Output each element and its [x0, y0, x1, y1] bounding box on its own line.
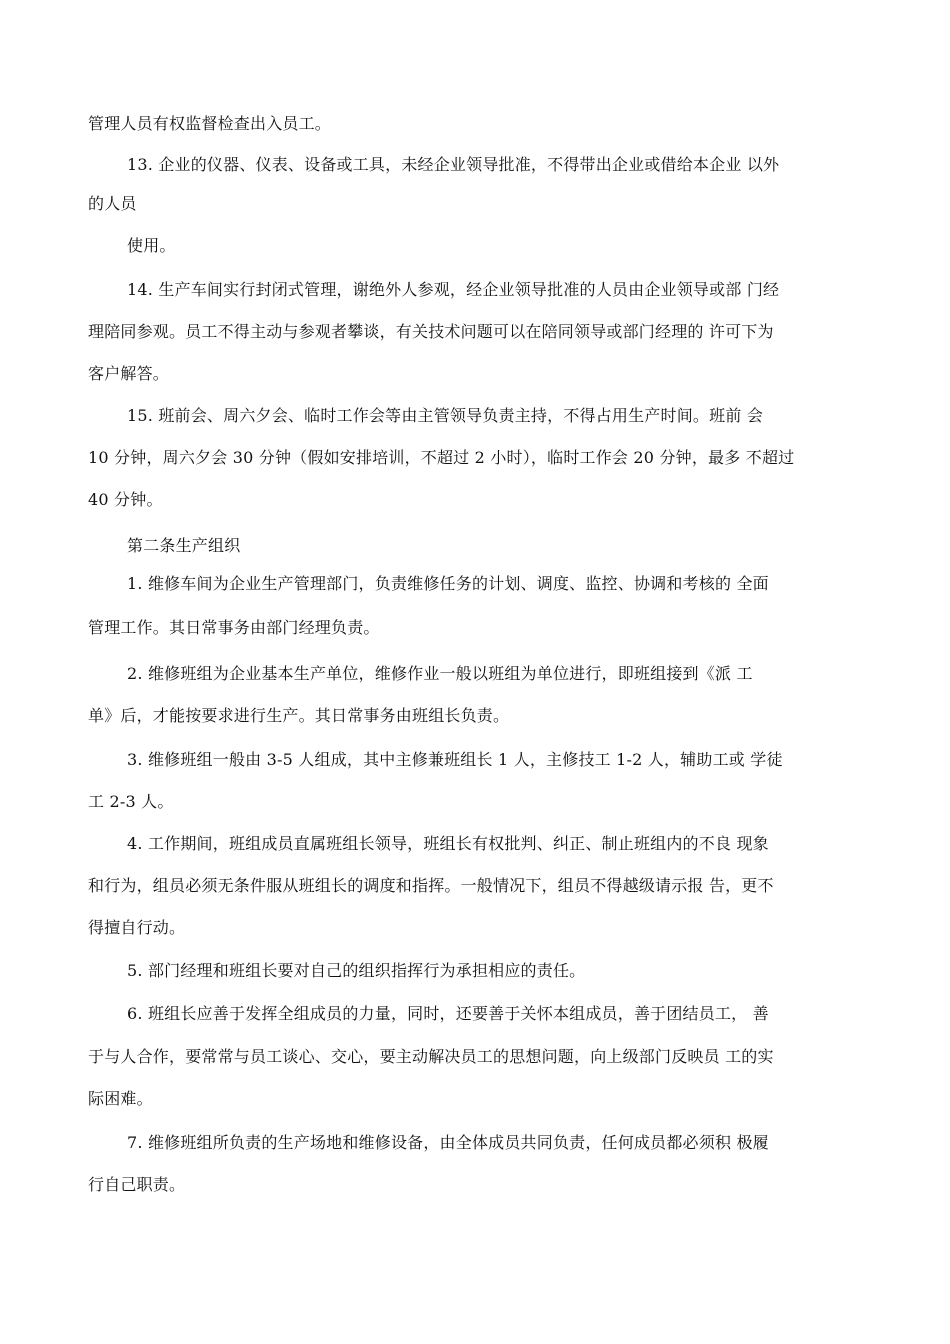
text-line: 10 分钟，周六夕会 30 分钟（假如安排培训，不超过 2 小时），临时工作会 20 分钟，最多 不超过: [88, 448, 795, 467]
text-line: 5. 部门经理和班组长要对自己的组织指挥行为承担相应的责任。: [127, 961, 586, 980]
text-line: 3. 维修班组一般由 3-5 人组成，其中主修兼班组长 1 人，主修技工 1-2 人，辅助工或 学徒: [127, 750, 783, 769]
text-line: 1. 维修车间为企业生产管理部门，负责维修任务的计划、调度、监控、协调和考核的 全面: [127, 574, 769, 593]
text-line: 际困难。: [88, 1089, 153, 1108]
text-line: 理陪同参观。员工不得主动与参观者攀谈，有关技术问题可以在陪同领导或部门经理的 许可下为: [88, 322, 774, 341]
text-line: 13. 企业的仪器、仪表、设备或工具，未经企业领导批准，不得带出企业或借给本企业 以外: [127, 155, 780, 174]
text-line: 管理工作。其日常事务由部门经理负责。: [88, 618, 380, 637]
section-heading: 第二条生产组织: [127, 536, 241, 555]
text-line: 和行为，组员必须无条件服从班组长的调度和指挥。一般情况下，组员不得越级请示报 告，更不: [88, 876, 774, 895]
text-line: 于与人合作，要常常与员工谈心、交心，要主动解决员工的思想问题，向上级部门反映员 工的实: [88, 1047, 774, 1066]
text-line: 6. 班组长应善于发挥全组成员的力量，同时，还要善于关怀本组成员，善于团结员工， 善: [127, 1004, 769, 1023]
text-line: 40 分钟。: [88, 490, 163, 509]
text-line: 得擅自行动。: [88, 918, 186, 937]
text-line: 单》后，才能按要求进行生产。其日常事务由班组长负责。: [88, 706, 510, 725]
text-line: 的人员: [88, 194, 137, 213]
text-line: 7. 维修班组所负责的生产场地和维修设备，由全体成员共同负责，任何成员都必须积 极履: [127, 1133, 769, 1152]
text-line: 管理人员有权监督检查出入员工。: [88, 114, 332, 133]
text-line: 14. 生产车间实行封闭式管理，谢绝外人参观，经企业领导批准的人员由企业领导或部 门经: [127, 280, 780, 299]
text-line: 客户解答。: [88, 364, 170, 383]
text-line: 使用。: [127, 236, 176, 255]
text-line: 4. 工作期间，班组成员直属班组长领导，班组长有权批判、纠正、制止班组内的不良 现象: [127, 834, 769, 853]
text-line: 行自己职责。: [88, 1175, 186, 1194]
text-line: 工 2-3 人。: [88, 792, 174, 811]
text-line: 15. 班前会、周六夕会、临时工作会等由主管领导负责主持，不得占用生产时间。班前 会: [127, 406, 764, 425]
text-line: 2. 维修班组为企业基本生产单位，维修作业一般以班组为单位进行，即班组接到《派 工: [127, 664, 753, 683]
